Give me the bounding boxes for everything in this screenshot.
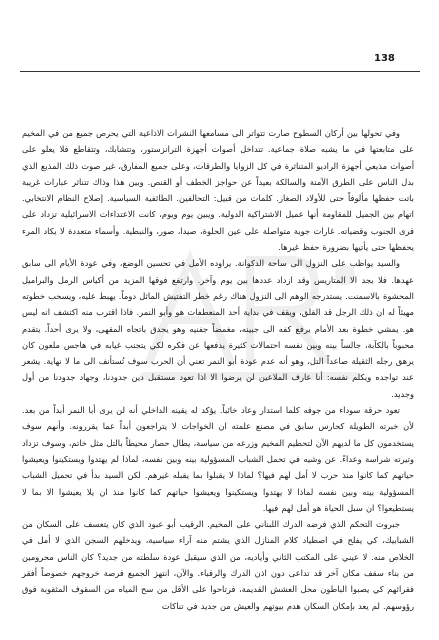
- body-text: [22, 125, 414, 614]
- paragraph-3: تعود حرقة سوداء من جوفه كلما استدار وعاد خائباً. يؤكد له يقينه الداخلي أنه لن يرى أبا النمر أبداً من بعد. لأن خبرته الطويلة كحارس سابق في مصنع علمته ان الخواجات لا يتراجعون أبداً عما يقررونه. وأنهم سوف يستخدمون كل ما لديهم الآن لتحطيم المخيم وزرعه من سياسة، يطال حصار محيطاً بالتل مثل خاتم، وسوف تزداد وتيرته شراسة وعداءً. عن وشيه في تحمل الشباب المسؤولية بينه وبين نفسه، لماذا لم يهتدوا ويستكينوا ويعيشوا حياتهم كما كانوا منذ حرب لا أمل لهم فيها؟ لماذا لا يقبلوا بما يقبله غيرهم. لكن السيد بدأ في تحميل الشباب المسؤولية بينه وبين نفسه لماذا لا يهتدوا ويستكينوا ويعيشوا حياتهم كما كانوا منذ ان يلا يعيشوا الا بما لا يستطيعوا؟ ان سبل الحياة هو أمل لهم فيها.: [22, 405, 414, 513]
- header-rule: [20, 71, 420, 72]
- paragraph-1: وفي تحولها بين أركان السطوح صارت تتواتر الى مسامعها النشرات الاذاعية التي يحرص جميع من في المخيم على متابعتها في ما يشبه صلاة جماعية. تتداخل أصوات أجهزة الترانزستور، وتتشابك، وتتقاطع فلا يعلو على أصوات مذيعي أجهزة الراديو المتناثرة في كل الزوايا والطرقات، وعلى جميع المفارق، غير صوت ذلك المذيع الذي بدل الناس على الطرق الآمنة والسالكة بعيداً عن حواجز الخطف أو القنص. وبين هذا وذاك تتناثر عبارات غريبة باتت حفظها مألوفاً حتى للأولاد الصغار. كلمات من قبيل: التحالفين. الطائفية السياسية. إصلاح النظام الانتخابي. اتهام بين الجميل للمقاومة أنها عميل الاشتراكية الدولية. ويبين يوم ويوم، كانت الاعتداءات الاسرائيلية تزداد على قرى الجنوب وقضياته. غارات جوية متواصلة على عين الحلوة، صيدا، صور، والنبطية. وأسماء متعددة لا يكاد المرء يحفظها حتى يأتيها بضرورة حفظ غيرها.: [22, 128, 414, 253]
- paragraph-2: والسيد يواظب على النزول الى ساحة الدكوانة. يراوده الأمل في تحسين الوضع، وفي عودة الأيام الى سابق عهدها. فلا يجد الا المتاريس وقد ازداد عددها بين يوم وآخر. وارتفع فوقها المزيد من أكياس الرمل والبراميل المحشوة بالاسمنت. يستدرجه الوهم الى النزول هناك رغم خطر التفتيش الماثل دوماً. يهبط عليه، ويسحب خطوته مهيئاً له ان ذلك الرجل قد القلق، ويقف في بداية أحد المنعطفات هو وأبو النمر. فاذا اقترب منه اكتشف انه ليس هو. يمشي خطوة بعد الأمام يرفع كفه الى جبينه، مغمضاً جفنيه وهو يحدق باتجاه المقهى، ولا يرى أحداً. يتقدم محبوباً بالكآبة، جالساً بينه وبين نفسه احتمالات كثيرة يدفعها عن فكره لكي يتجنب غيابه في هاجس ملعون كان يرهق رجله الثقيلة صاعداً التل، وهو أنه عدم عودة أبو النمر تعني أن الحرب سوف تُستأنف الى ما لا نهاية. يشعر عند تواجده ويكلم نفسه: أنا عارف الملاعين لن يرضوا الا اذا تعود مستقبل دين جدودنا، وجهاد جدودنا من أول وجديد.: [22, 258, 414, 399]
- page-number: 138: [374, 53, 395, 64]
- paragraph-4: جبروت التحكم الذي فرضه الدرك اللبناني على المخيم. الرقيب أبو عبود الذي كان يتعسف على السكان من الشبابيك، كي يفلح في اصطياد كلام المنازل الذي يشتم منه آراء سياسية، ويدخلهم السجن الذي لا أمل في الخلاص منه. لا عيني على المكتب الثاني وأياديه، من الذي سيقبل عودة سلطته من جديد؟ كان الناس محرومين من بناء سقف مكان آخر قد تداعى دون اذن الدرك والرقباء. والآن، انتهز الجميع فرصة خروجهم خصوصاً أفقر فقرائهم كي يصبوا الباطون محل العشش القديمة، فرتاحوا على الأقل من سح المياه من السقوف المثقوبة فوق رؤوسهم. لم يعد بإمكان السكان هدم بيوتهم والعيش من جديد في تناكات: [22, 519, 414, 611]
